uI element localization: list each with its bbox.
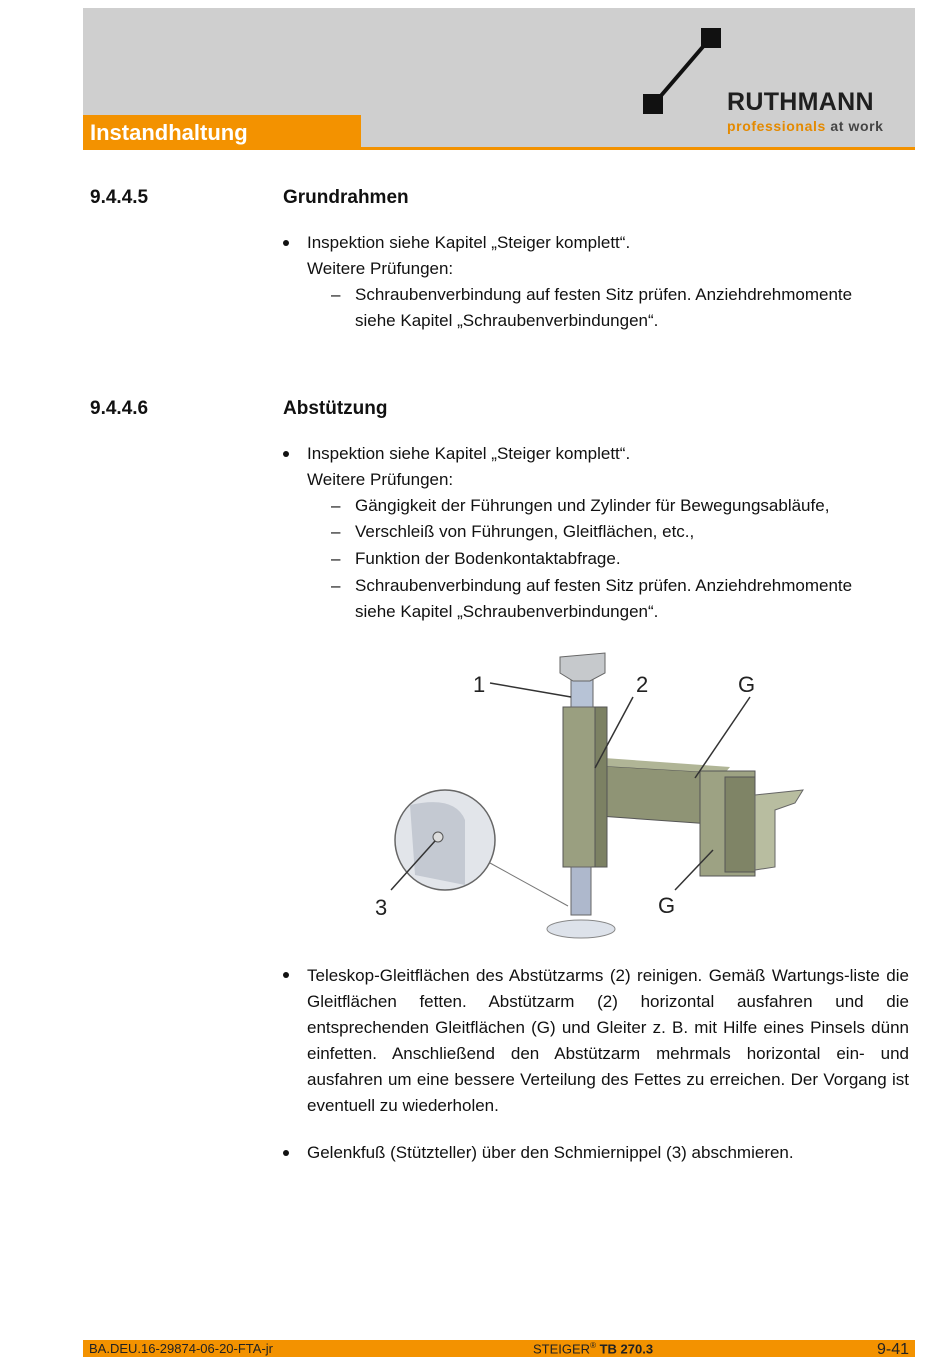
bullet-icon [283,1150,289,1156]
bullet-icon [283,972,289,978]
page-header [83,8,915,150]
outrigger-illustration [305,645,825,940]
bullet-icon [283,240,289,246]
document-id: BA.DEU.16-29874-06-20-FTA-jr [89,1341,273,1356]
bullet-text: Inspektion siehe Kapitel „Steiger komplett“. Weitere Prüfungen: [307,444,631,489]
outrigger-figure [305,645,825,940]
instruction-paragraph: Gelenkfuß (Stützteller) über den Schmiernippel (3) abschmieren. [307,1143,794,1162]
logo-name: RUTHMANN [727,88,874,116]
callout-label-1: 1 [473,672,486,697]
product-name: STEIGER® TB 270.3 [533,1341,654,1357]
callout-label-g-top: G [738,672,756,697]
section-title: Grundrahmen [283,187,409,208]
logo-mark-icon [639,26,739,116]
callout-label-2: 2 [636,672,649,697]
section-number: 9.4.4.6 [90,398,149,419]
bullet-icon [283,451,289,457]
callout-label-g-bottom: G [658,893,676,918]
chapter-title: Instandhaltung [83,115,361,150]
page-number: 9-41 [876,1341,909,1358]
page-footer [83,1340,915,1357]
section-number: 9.4.4.5 [90,187,149,208]
instruction-paragraph: Teleskop-Gleitflächen des Abstützarms (2) reinigen. Gemäß Wartungs-liste die Gleitflächen fetten. Abstützarm (2) horizontal ausfahren und die entsprechenden Gleitflächen (G) und Gleiter z. B. mit Hilfe eines Pinsels dünn einfetten. Anschließend den Abstützarm mehrmals horizontal ein- und ausfahren um eine bessere Verteilung des Fettes zu erreichen. Der Vorgang ist eventuell zu wiederholen. [307,966,909,1115]
ruthmann-logo [639,26,915,138]
bullet-text: Inspektion siehe Kapitel „Steiger komplett“. Weitere Prüfungen: [307,233,631,278]
header-accent-line [83,147,915,150]
logo-tagline: professionals at work [727,118,884,134]
section-title: Abstützung [283,398,388,419]
callout-label-3: 3 [375,895,388,920]
